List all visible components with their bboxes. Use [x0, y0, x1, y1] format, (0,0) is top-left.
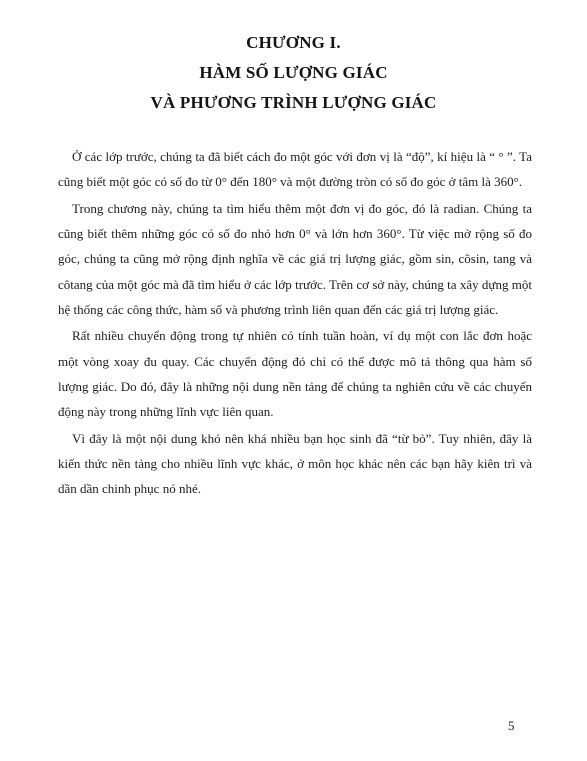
page-number: 5 — [508, 718, 515, 733]
paragraph-1: Ở các lớp trước, chúng ta đã biết cách đo một góc với đơn vị là “độ”, kí hiệu là “ ° ”. Ta cũng biết một góc có số đo từ 0° đến 180° và một đường tròn có số đo góc ở tâm là 360°. — [58, 149, 532, 190]
chapter-title-line-1: HÀM SỐ LƯỢNG GIÁC — [199, 63, 388, 82]
paragraph-3: Rất nhiều chuyển động trong tự nhiên có tính tuần hoàn, ví dụ một con lắc đơn hoặc một vòng xoay đu quay. Các chuyển động đó chỉ có thể được mô tả thông qua hàm số lượng giác. Do đó, đây là những nội dung nền tảng để chúng ta nghiên cứu về các chuyển động này trong những lĩnh vực liên quan. — [58, 328, 532, 420]
chapter-heading — [0, 28, 587, 118]
paragraph-4: Vì đây là một nội dung khó nên khá nhiều bạn học sinh đã “từ bỏ”. Tuy nhiên, đây là kiến thức nền tảng cho nhiều lĩnh vực khác, ở môn học khác nên các bạn hãy kiên trì và dần dần chinh phục nó nhé. — [58, 430, 532, 497]
paragraph-2: Trong chương này, chúng ta tìm hiểu thêm một đơn vị đo góc, đó là radian. Chúng ta cũng biết thêm những góc có số đo nhỏ hơn 0° và lớn hơn 360°. Từ việc mở rộng số đo góc, chúng ta cũng mở rộng định nghĩa về các giá trị lượng giác, gồm sin, côsin, tang và côtang của một góc mà đã tìm hiểu ở các lớp trước. Trên cơ sở này, chúng ta xây dựng một hệ thống các công thức, hàm số và phương trình liên quan đến các giá trị lượng giác. — [58, 200, 532, 317]
chapter-introduction — [58, 144, 532, 503]
chapter-title-line-2: VÀ PHƯƠNG TRÌNH LƯỢNG GIÁC — [150, 93, 437, 112]
chapter-label: CHƯƠNG I. — [246, 33, 341, 52]
